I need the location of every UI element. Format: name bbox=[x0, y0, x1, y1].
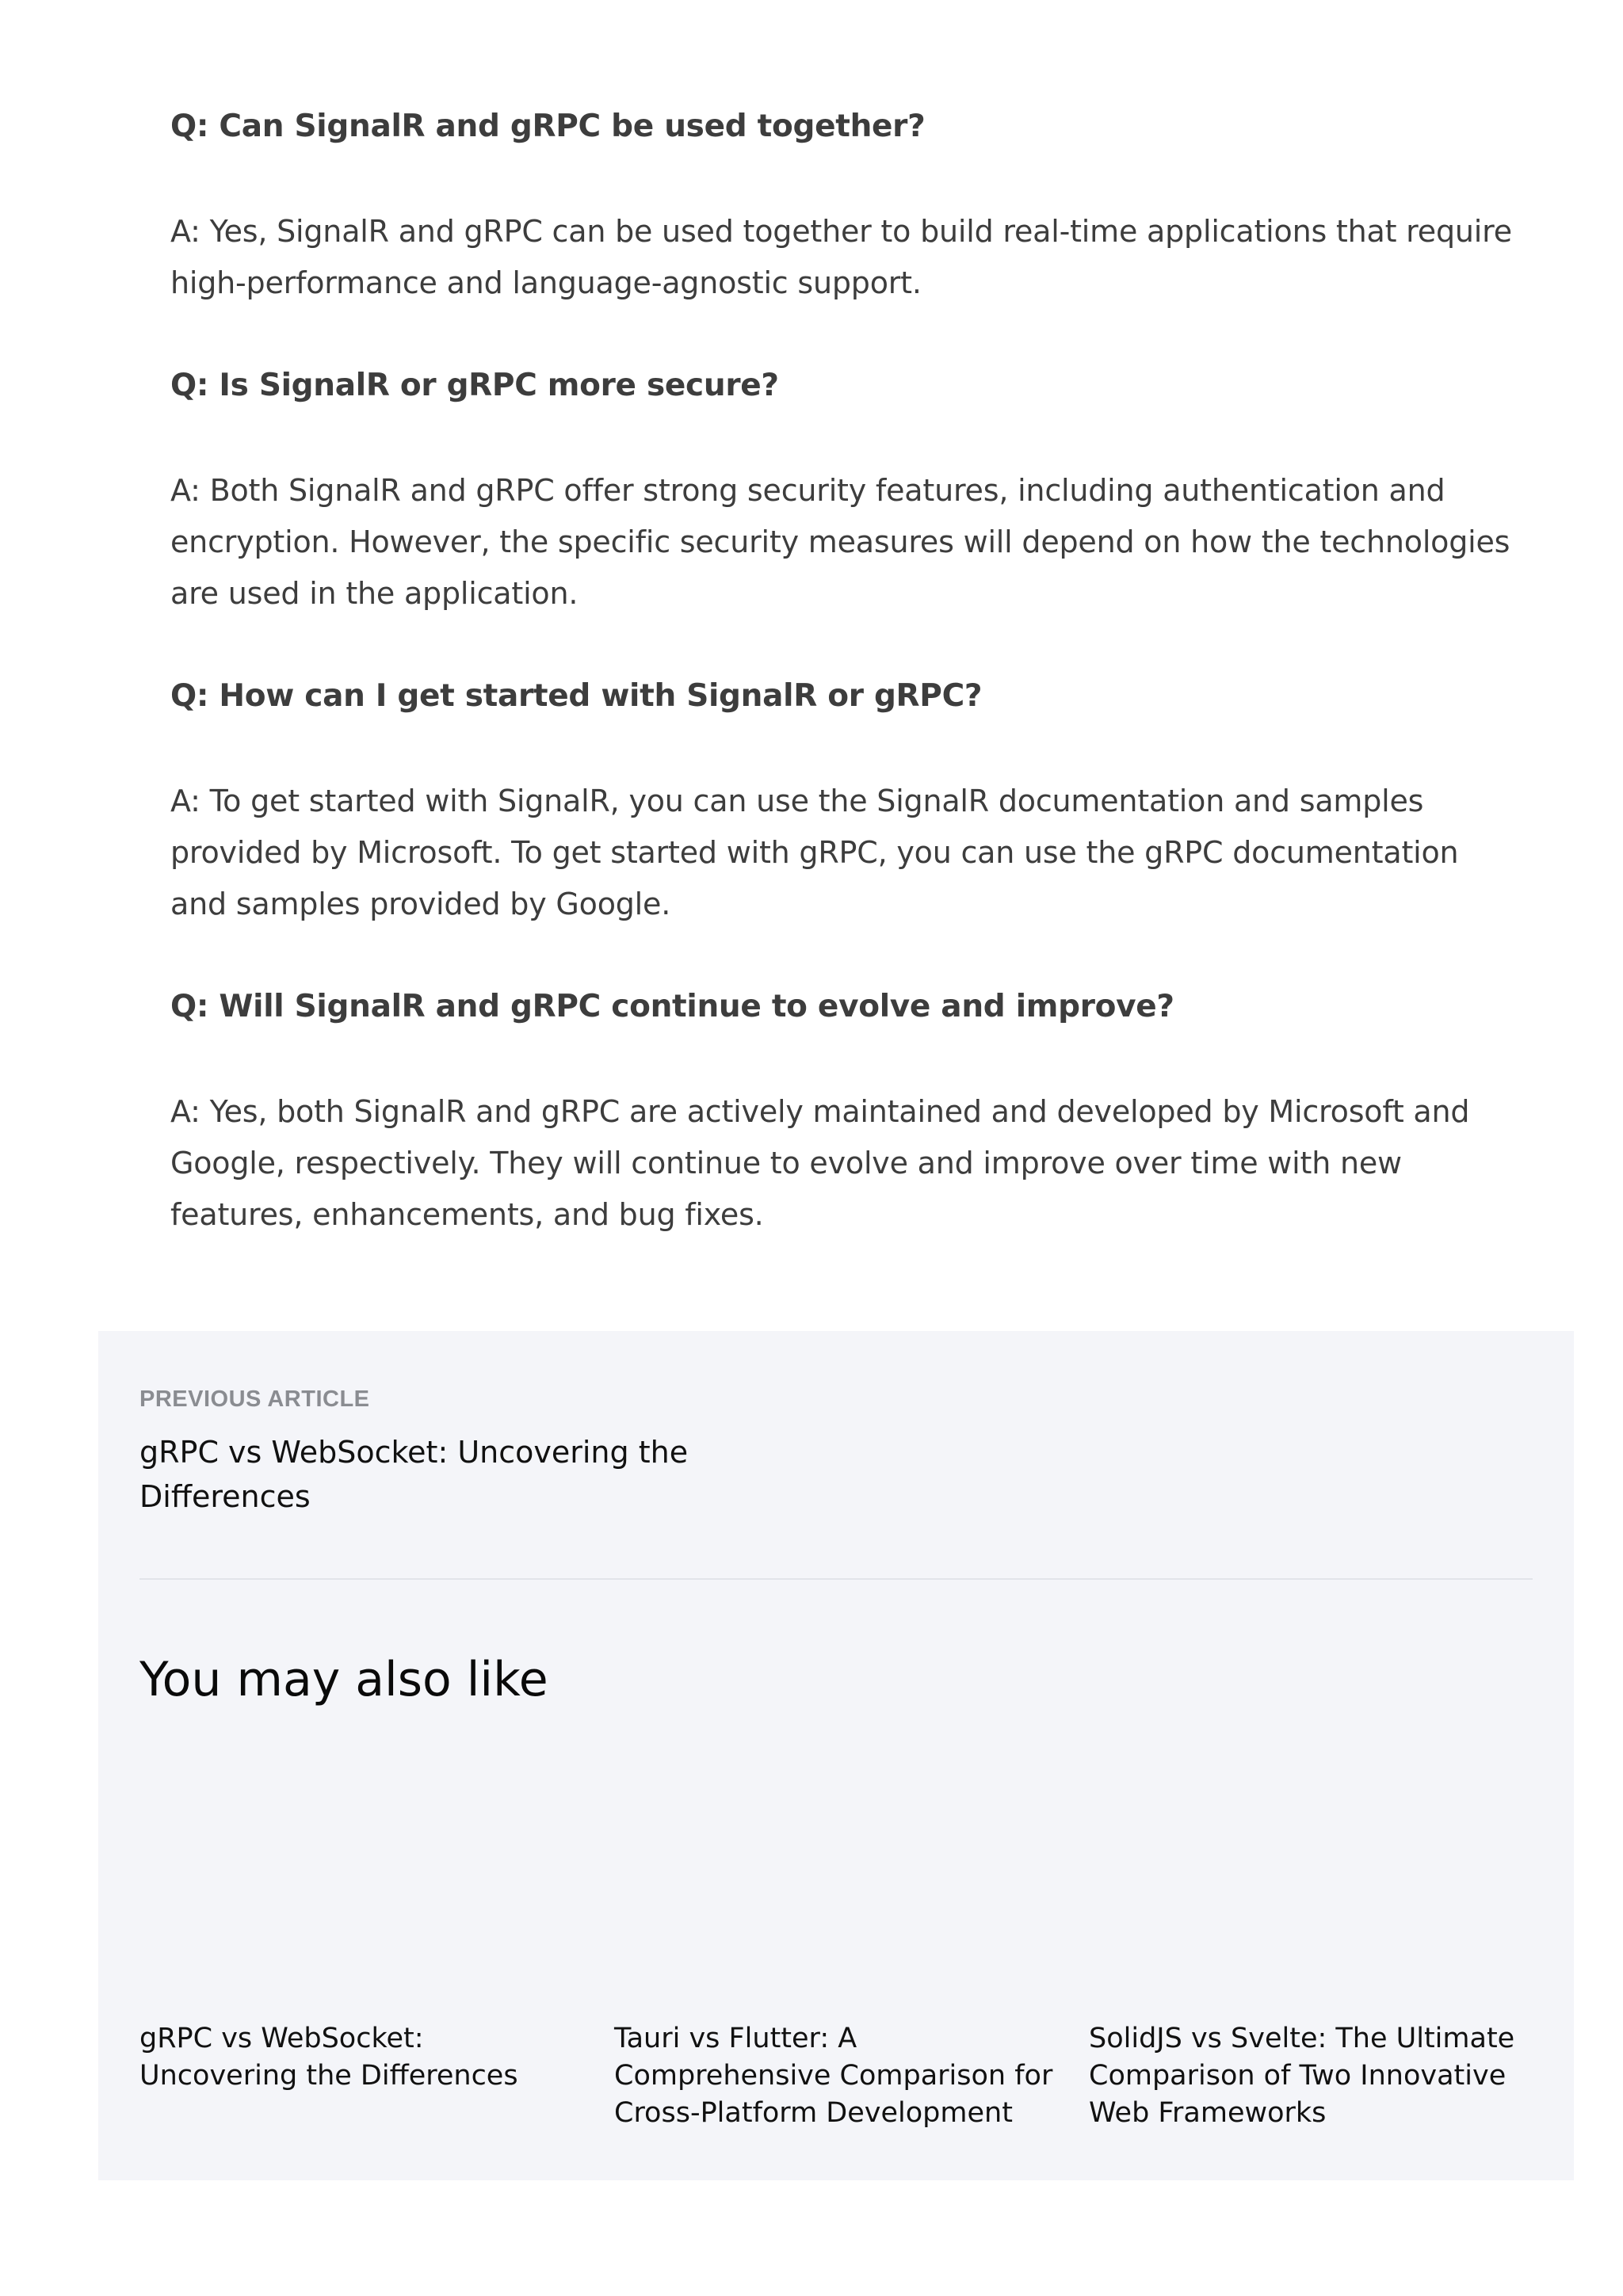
faq-question: Q: How can I get started with SignalR or gRPC? bbox=[170, 678, 983, 714]
post-navigation-panel bbox=[98, 1331, 1574, 2180]
related-article-link[interactable]: gRPC vs WebSocket: Uncovering the Differences bbox=[139, 2023, 518, 2092]
previous-article-label: PREVIOUS ARTICLE bbox=[139, 1386, 370, 1412]
faq-item bbox=[170, 983, 1518, 1241]
related-article-link[interactable]: Tauri vs Flutter: A Comprehensive Comparison for Cross-Platform Development bbox=[614, 2023, 1053, 2129]
related-article-card bbox=[1089, 2020, 1533, 2132]
related-article-card bbox=[614, 2020, 1058, 2132]
faq-item bbox=[170, 673, 1518, 930]
faq-item bbox=[170, 103, 1518, 309]
faq-answer: A: Both SignalR and gRPC offer strong security features, including authentication and encryption. However, the specific security measures will depend on how the technologies are used in the application. bbox=[170, 473, 1510, 611]
section-divider bbox=[139, 1578, 1533, 1580]
related-articles-grid bbox=[139, 2020, 1533, 2132]
related-articles-heading: You may also like bbox=[139, 1652, 548, 1707]
faq-answer: A: To get started with SignalR, you can use the SignalR documentation and samples provided by Microsoft. To get started with gRPC, you can use the gRPC documentation and samples provided by Google. bbox=[170, 784, 1459, 921]
faq-question: Q: Can SignalR and gRPC be used together? bbox=[170, 109, 926, 144]
related-article-link[interactable]: SolidJS vs Svelte: The Ultimate Comparison of Two Innovative Web Frameworks bbox=[1089, 2023, 1515, 2129]
faq-item bbox=[170, 362, 1518, 620]
faq-answer: A: Yes, both SignalR and gRPC are actively maintained and developed by Microsoft and Google, respectively. They will continue to evolve and improve over time with new features, enhancements, and bug fixes. bbox=[170, 1094, 1470, 1232]
faq-question: Q: Is SignalR or gRPC more secure? bbox=[170, 368, 779, 403]
faq-answer: A: Yes, SignalR and gRPC can be used together to build real-time applications that require high-performance and language-agnostic support. bbox=[170, 214, 1512, 300]
related-article-card bbox=[139, 2020, 583, 2132]
previous-article-link[interactable]: gRPC vs WebSocket: Uncovering the Differences bbox=[139, 1435, 689, 1514]
faq-section bbox=[170, 103, 1518, 1294]
faq-question: Q: Will SignalR and gRPC continue to evolve and improve? bbox=[170, 989, 1174, 1024]
